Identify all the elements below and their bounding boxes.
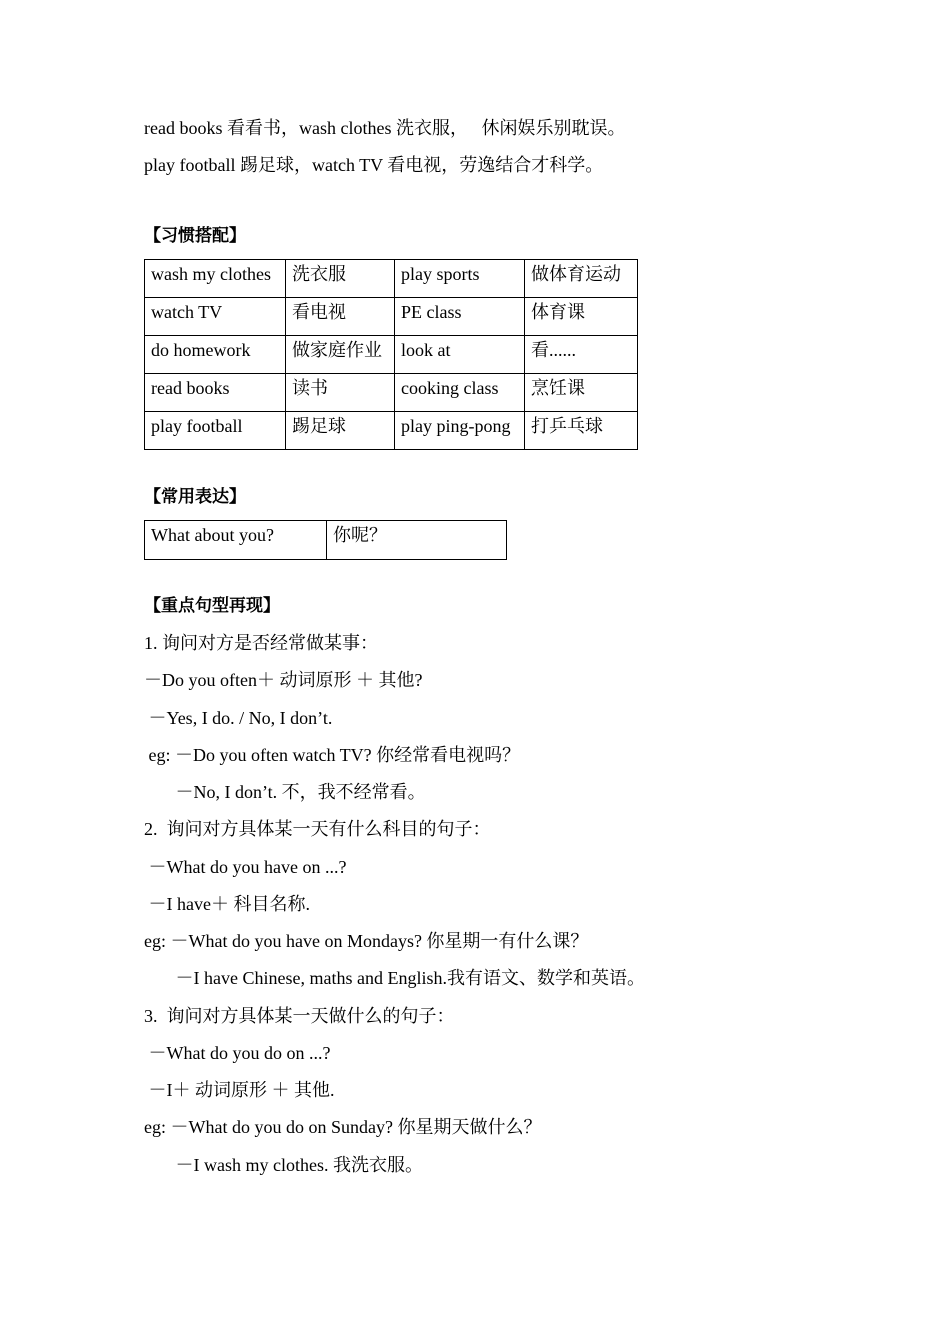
table-row	[145, 336, 638, 374]
table-cell: play ping-pong	[395, 412, 525, 450]
table-cell: 烹饪课	[525, 374, 638, 412]
table-cell: wash my clothes	[145, 260, 286, 298]
table-cell: 看......	[525, 336, 638, 374]
sentence-line: 2. 询问对方具体某一天有什么科目的句子：	[144, 819, 491, 839]
sentence-line: 1. 询问对方是否经常做某事：	[144, 633, 378, 653]
sentence-line: －I have＋ 科目名称.	[144, 894, 310, 914]
table-cell: play sports	[395, 260, 525, 298]
table-cell: 你呢？	[327, 521, 507, 560]
table-cell: 洗衣服	[286, 260, 395, 298]
sentence-line: eg: －What do you have on Mondays? 你星期一有什么课？	[144, 931, 589, 951]
table-cell: cooking class	[395, 374, 525, 412]
sentence-line: －What do you do on ...?	[144, 1043, 331, 1063]
table-cell: watch TV	[145, 298, 286, 336]
sentence-line: －Do you often＋ 动词原形 ＋ 其他?	[144, 670, 423, 690]
table-row	[145, 521, 507, 560]
table-row	[145, 298, 638, 336]
table-cell: 打乒乓球	[525, 412, 638, 450]
sentence-line: 3. 询问对方具体某一天做什么的句子：	[144, 1006, 455, 1026]
sentence-line: －I have Chinese, maths and English.我有语文、数学和英语。	[144, 968, 645, 988]
sentence-line: －Yes, I do. / No, I don’t.	[144, 708, 333, 728]
common-expression-table	[144, 520, 507, 560]
table-row	[145, 412, 638, 450]
habit-collocation-table	[144, 259, 638, 450]
intro-line-1: read books 看看书，wash clothes 洗衣服， 休闲娱乐别耽误。	[144, 118, 626, 138]
table-cell: play football	[145, 412, 286, 450]
table-cell: 读书	[286, 374, 395, 412]
sentence-line: eg: －What do you do on Sunday? 你星期天做什么？	[144, 1117, 542, 1137]
sentence-line: －No, I don’t. 不，我不经常看。	[144, 782, 426, 802]
table-row	[145, 260, 638, 298]
sentence-line: eg: －Do you often watch TV? 你经常看电视吗？	[144, 745, 521, 765]
table-cell: 做家庭作业	[286, 336, 395, 374]
sentence-line: －I wash my clothes. 我洗衣服。	[144, 1155, 423, 1175]
sentence-heading: 【重点句型再现】	[144, 596, 280, 616]
sentence-line: －What do you have on ...?	[144, 857, 347, 877]
table-cell: read books	[145, 374, 286, 412]
habit-heading: 【习惯搭配】	[144, 226, 246, 246]
table-cell: 做体育运动	[525, 260, 638, 298]
table-cell: 踢足球	[286, 412, 395, 450]
table-cell: What about you?	[145, 521, 327, 560]
expression-heading: 【常用表达】	[144, 487, 246, 507]
intro-line-2: play football 踢足球，watch TV 看电视，劳逸结合才科学。	[144, 155, 604, 175]
sentence-line: －I＋ 动词原形 ＋ 其他.	[144, 1080, 335, 1100]
table-cell: 看电视	[286, 298, 395, 336]
table-cell: 体育课	[525, 298, 638, 336]
table-cell: look at	[395, 336, 525, 374]
table-cell: PE class	[395, 298, 525, 336]
table-row	[145, 374, 638, 412]
table-cell: do homework	[145, 336, 286, 374]
